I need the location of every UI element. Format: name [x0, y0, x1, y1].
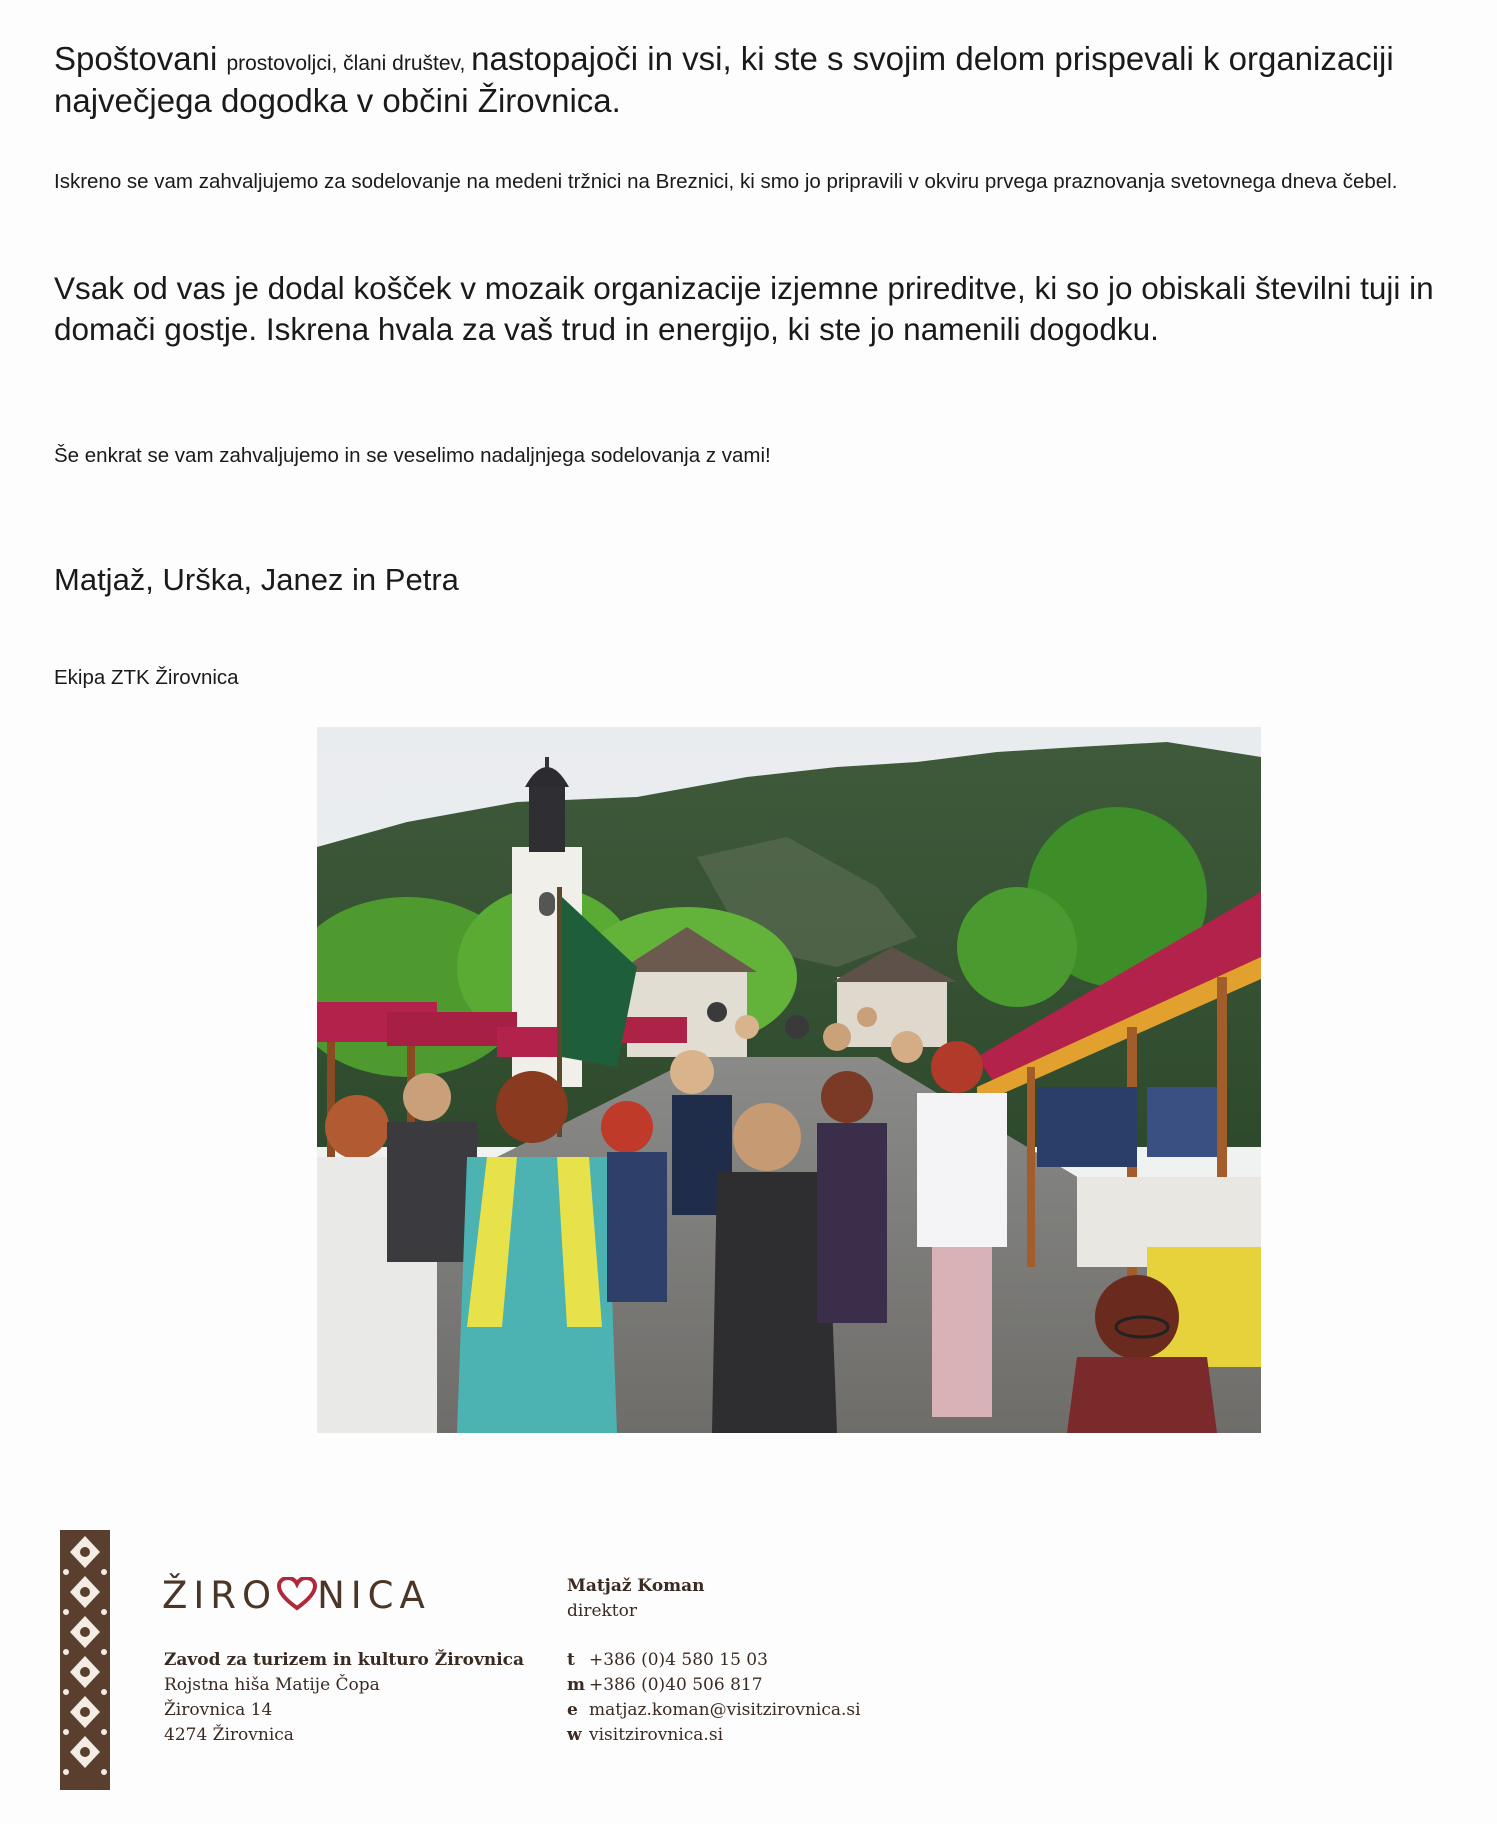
greeting-rest: nastopajoči in vsi, ki ste s svojim delom prispevali k organizaciji največjega dogodka v občini Žirovnica. [54, 40, 1394, 120]
director-block [567, 1574, 705, 1624]
contact-web-value[interactable]: visitzirovnica.si [589, 1725, 723, 1745]
logo-text-left: ŽIRO [162, 1574, 278, 1617]
mosaic-paragraph: Vsak od vas je dodal košček v mozaik organizacije izjemne prireditve, ki so jo obiskali številni tuji in domači gostje. Iskrena hvala za vaš trud in energijo, ki ste jo namenili dogodku. [54, 270, 1434, 347]
organisation-block [164, 1648, 524, 1748]
director-title: direktor [567, 1601, 638, 1621]
greeting-lead: Spoštovani [54, 40, 227, 77]
address-line-2: Žirovnica 14 [164, 1700, 273, 1720]
team-name: Ekipa ZTK Žirovnica [54, 666, 239, 689]
contact-email-value[interactable]: matjaz.koman@visitzirovnica.si [589, 1700, 861, 1720]
closing-paragraph: Še enkrat se vam zahvaljujemo in se veselimo nadaljnjega sodelovanja z vami! [54, 444, 771, 467]
thanks-paragraph: Iskreno se vam zahvaljujemo za sodelovanje na medeni tržnici na Breznici, ki smo jo pripravili v okviru prvega praznovanja svetovnega dneva čebel. [54, 170, 1398, 193]
contact-web-key: w [567, 1725, 582, 1745]
contact-mobile-key: m [567, 1675, 585, 1695]
contact-email-key: e [567, 1700, 578, 1720]
contact-web[interactable] [567, 1723, 861, 1748]
director-name: Matjaž Koman [567, 1576, 705, 1596]
ornament-pattern-svg [60, 1530, 110, 1790]
contact-phone-key: t [567, 1650, 575, 1670]
ornament-pattern [60, 1530, 110, 1790]
address-line-3: 4274 Žirovnica [164, 1725, 294, 1745]
greeting-paragraph [54, 38, 1454, 122]
contact-email[interactable] [567, 1698, 861, 1723]
logo-text-right: NICA [317, 1574, 431, 1617]
contact-mobile [567, 1673, 861, 1698]
market-photo [317, 727, 1261, 1433]
contact-mobile-value: +386 (0)40 506 817 [589, 1675, 763, 1695]
organisation-name: Zavod za turizem in kulturo Žirovnica [164, 1650, 525, 1670]
heart-icon [277, 1577, 317, 1611]
contact-block [567, 1648, 861, 1748]
contact-phone [567, 1648, 861, 1673]
market-photo-illustration [317, 727, 1261, 1433]
address-line-1: Rojstna hiša Matije Čopa [164, 1675, 380, 1695]
signature-names: Matjaž, Urška, Janez in Petra [54, 562, 459, 597]
greeting-small-text: prostovoljci, člani društev, [226, 52, 472, 75]
contact-phone-value: +386 (0)4 580 15 03 [589, 1650, 768, 1670]
zirovnica-logo [162, 1574, 431, 1617]
